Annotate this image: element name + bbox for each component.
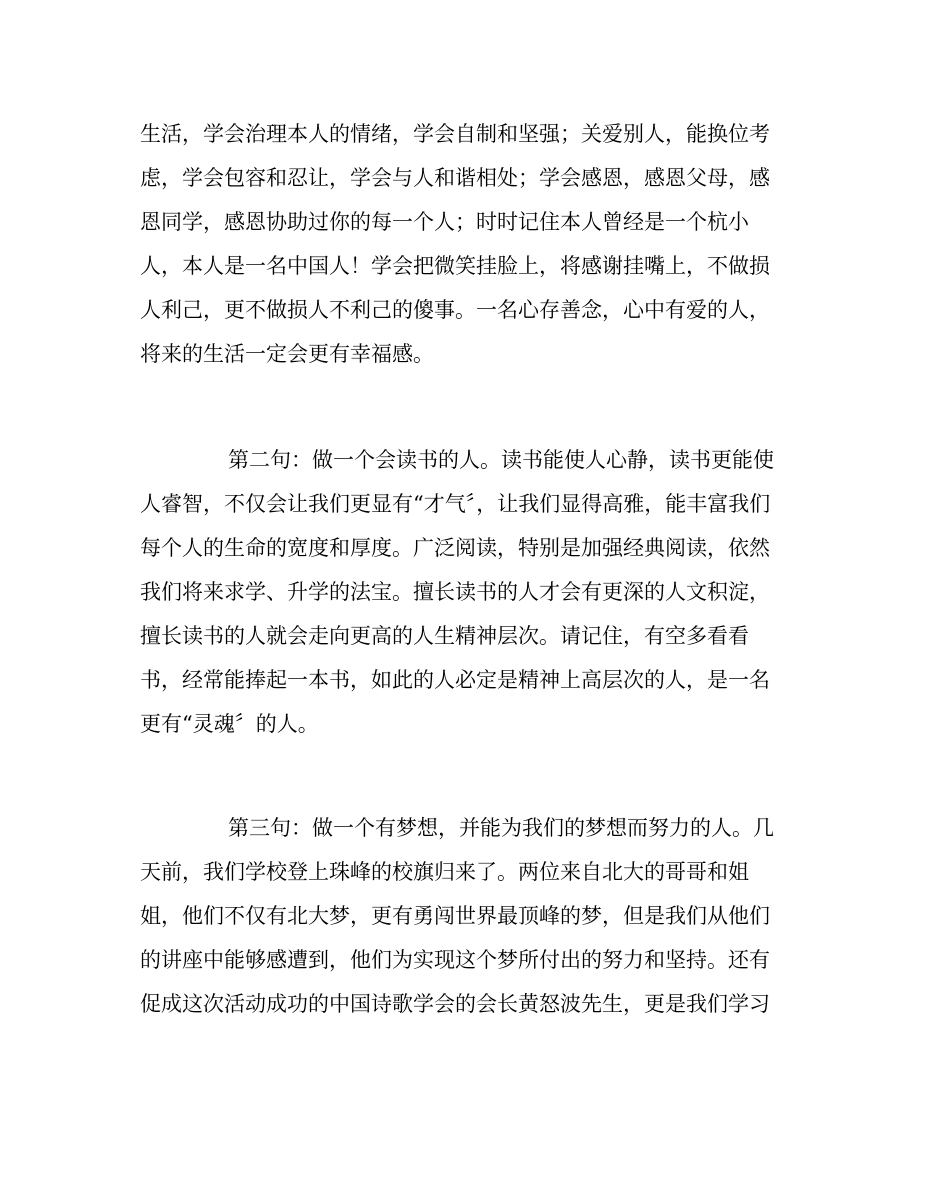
paragraph-line: 第三句：做一个有梦想，并能为我们的梦想而努力的人。几 bbox=[228, 816, 774, 840]
paragraph-1 bbox=[140, 112, 820, 376]
paragraph-line: 的讲座中能够感遭到，他们为实现这个梦所付出的努力和坚持。还有 bbox=[140, 948, 770, 972]
paragraph-line: 人，本人是一名中国人！学会把微笑挂脸上，将感谢挂嘴上，不做损 bbox=[140, 254, 770, 278]
paragraph-line: 生活，学会治理本人的情绪，学会自制和坚强；关爱别人，能换位考 bbox=[140, 122, 770, 146]
paragraph-line: 促成这次活动成功的中国诗歌学会的会长黄怒波先生，更是我们学习 bbox=[140, 992, 770, 1016]
paragraph-line: 姐，他们不仅有北大梦，更有勇闯世界最顶峰的梦，但是我们从他们 bbox=[140, 904, 770, 928]
paragraph-line: 将来的生活一定会更有幸福感。 bbox=[140, 342, 434, 366]
paragraph-line: 人睿智，不仅会让我们更显有“才气〞，让我们显得高雅，能丰富我们 bbox=[140, 492, 771, 516]
paragraph-line: 书，经常能捧起一本书，如此的人必定是精神上高层次的人，是一名 bbox=[140, 668, 770, 692]
paragraph-line: 第二句：做一个会读书的人。读书能使人心静，读书更能使 bbox=[228, 448, 774, 472]
paragraph-3 bbox=[140, 806, 820, 1026]
paragraph-line: 我们将来求学、升学的法宝。擅长读书的人才会有更深的人文积淀， bbox=[140, 580, 770, 604]
paragraph-line: 更有“灵魂〞的人。 bbox=[140, 712, 319, 736]
paragraph-line: 虑，学会包容和忍让，学会与人和谐相处；学会感恩，感恩父母，感 bbox=[140, 166, 770, 190]
paragraph-line: 擅长读书的人就会走向更高的人生精神层次。请记住，有空多看看 bbox=[140, 624, 749, 648]
paragraph-line: 天前，我们学校登上珠峰的校旗归来了。两位来自北大的哥哥和姐 bbox=[140, 860, 749, 884]
paragraph-line: 恩同学，感恩协助过你的每一个人；时时记住本人曾经是一个杭小 bbox=[140, 210, 749, 234]
paragraph-line: 人利己，更不做损人不利己的傻事。一名心存善念，心中有爱的人， bbox=[140, 298, 770, 322]
paragraph-2 bbox=[140, 438, 820, 746]
paragraph-line: 每个人的生命的宽度和厚度。广泛阅读，特别是加强经典阅读，依然 bbox=[140, 536, 770, 560]
